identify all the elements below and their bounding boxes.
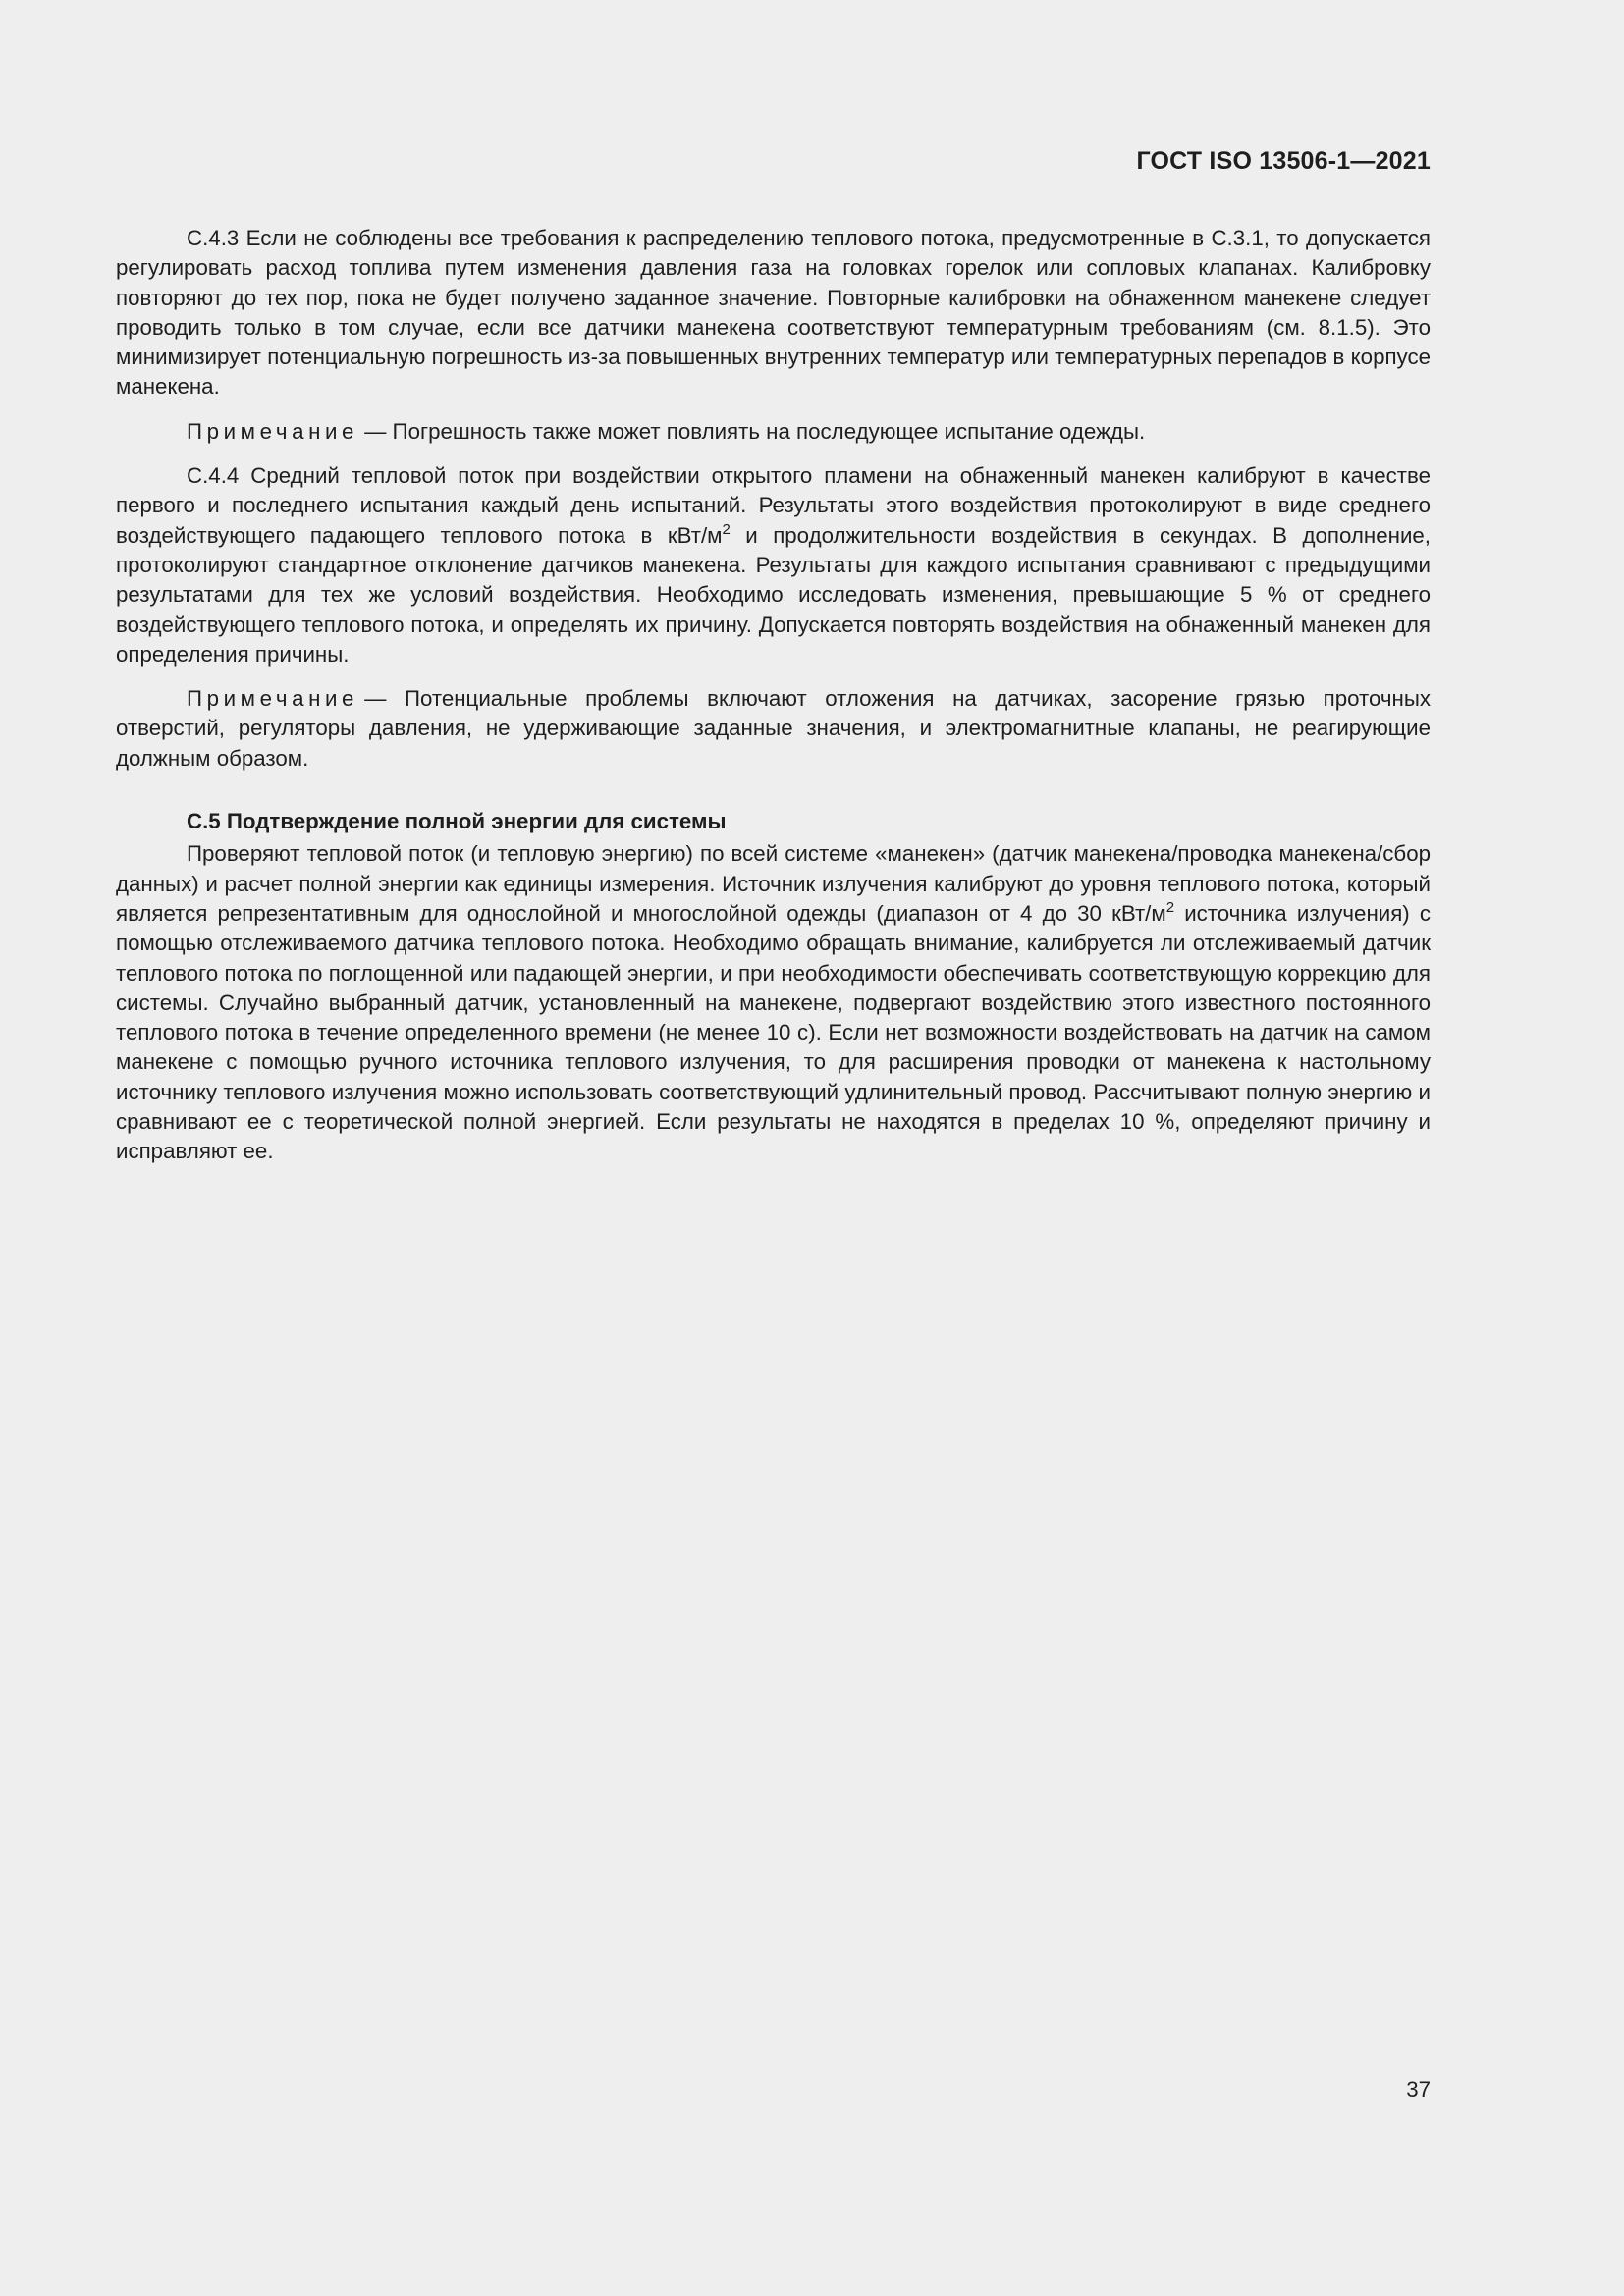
note-text: — Погрешность также может повлиять на последующее испытание одежды.	[364, 418, 1146, 444]
note-label: Примечание	[187, 686, 359, 712]
paragraph-c5-text-2: источника излучения) с помощью отслеживаемого датчика теплового потока. Необходимо обращать внимание, калибруется ли отслеживаемый датчик теплового потока по поглощенной или падающей энергии, и при необходимости обеспечивать соответствующую коррекцию для системы. Случайно выбранный датчик, установленный на манекене, подвергают воздействию этого известного постоянного теплового потока в течение определенного времени (не менее 10 с). Если нет возможности воздействовать на датчик на самом манекене с помощью ручного источника теплового излучения, то для расширения проводки от манекена к настольному источнику теплового излучения можно использовать соответствующий удлинительный провод. Рассчитывают полную энергию и сравнивают ее с теоретической полной энергией. Если результаты не находятся в пределах 10 %, определяют причину и исправляют ее.	[116, 900, 1431, 1164]
paragraph-c5	[116, 839, 1431, 1166]
superscript-2: 2	[722, 520, 731, 538]
document-body	[116, 224, 1431, 1182]
paragraph-c4-4	[116, 461, 1431, 669]
note-1	[116, 417, 1431, 447]
document-standard-id: ГОСТ ISO 13506-1—2021	[1136, 147, 1431, 175]
superscript-2: 2	[1165, 898, 1175, 916]
paragraph-c5-text-1: Проверяют тепловой поток (и тепловую энергию) по всей системе «манекен» (датчик манекена/проводка манекена/сбор данных) и расчет полной энергии как единицы измерения. Источник излучения калибруют до уровня теплового потока, который является репрезентативным для однослойной и многослойной одежды (диапазон от 4 до 30 кВт/м	[116, 841, 1431, 926]
note-2	[116, 684, 1431, 774]
page-number: 37	[1406, 2077, 1431, 2102]
paragraph-c4-3: С.4.3 Если не соблюдены все требования к распределению теплового потока, предусмотренные в С.3.1, то допускается регулировать расход топлива путем изменения давления газа на головках горелок или сопловых клапанах. Калибровку повторяют до тех пор, пока не будет получено заданное значение. Повторные калибровки на обнаженном манекене следует проводить только в том случае, если все датчики манекена соответствуют температурным требованиям (см. 8.1.5). Это минимизирует потенциальную погрешность из-за повышенных внутренних температур или температурных перепадов в корпусе манекена.	[116, 226, 1431, 400]
note-text: — Потенциальные проблемы включают отложения на датчиках, засорение грязью проточных отверстий, регуляторы давления, не удерживающие заданные значения, и электромагнитные клапаны, не реагирующие должным образом.	[116, 686, 1431, 771]
note-label: Примечание	[187, 418, 359, 444]
paragraph-c4-4-text-2: и продолжительности воздействия в секундах. В дополнение, протоколируют стандартное отклонение датчиков манекена. Результаты для каждого испытания сравнивают с предыдущими результатами для тех же условий воздействия. Необходимо исследовать изменения, превышающие 5 % от среднего воздействующего теплового потока, и определять их причину. Допускается повторять воздействия на обнаженный манекен для определения причины.	[116, 522, 1431, 667]
paragraph-c4-4-text-1: С.4.4 Средний тепловой поток при воздействии открытого пламени на обнаженный манекен калибруют в качестве первого и последнего испытания каждый день испытаний. Результаты этого воздействия протоколируют в виде среднего воздействующего падающего теплового потока в кВт/м	[116, 463, 1431, 548]
section-heading-c5: С.5 Подтверждение полной энергии для системы	[187, 809, 727, 834]
